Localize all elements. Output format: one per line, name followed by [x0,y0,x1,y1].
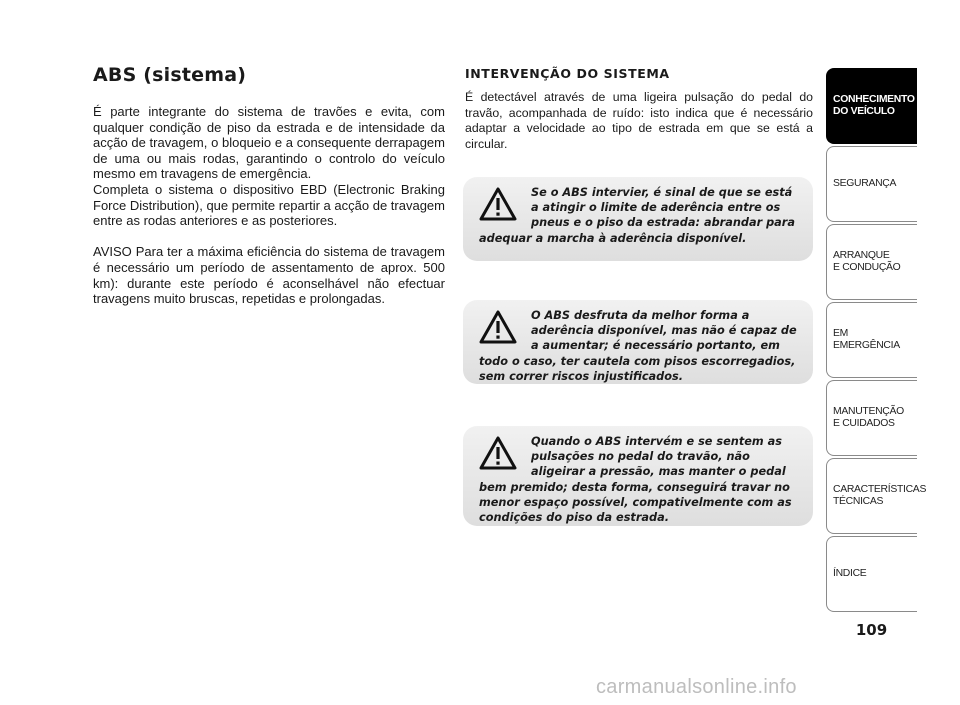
subsection-title: INTERVENÇÃO DO SISTEMA [465,66,670,81]
tab-arranque-e-conducao[interactable] [826,224,917,300]
tab-manutencao-e-cuidados[interactable] [826,380,917,456]
left-column [93,104,445,307]
warning-triangle-icon [479,436,517,470]
intro-paragraph: É detectável através de uma ligeira pulsação do pedal do travão, acompanhada de ruído: isto indica que é necessário adaptar a velocidade ao tipo de estrada em que se está a circular. [465,90,813,151]
tab-label: MANUTENÇÃO E CUIDADOS [833,405,904,429]
tab-label: CONHECIMENTO DO VEÍCULO [833,93,915,117]
warning-text-3: Quando o ABS intervém e se sentem as pulsações no pedal do travão, não aligeirar a pressão, mas manter o pedal bem premido; desta forma, conseguirá travar no menor espaço possível, compativelmente com as condições do piso da estrada. [479,435,792,525]
chapter-tabs [826,68,927,614]
warning-box-3 [463,426,813,526]
tab-indice[interactable] [826,536,917,612]
paragraph-3: AVISO Para ter a máxima eficiência do sistema de travagem é necessário um período de assentamento de aprox. 500 km): durante este período é aconselhável não efectuar travagens muito bruscas, repetidas e prolongadas. [93,244,445,307]
page-number: 109 [855,621,888,639]
warning-triangle-icon [479,310,517,344]
tab-label: CARACTERÍSTICAS TÉCNICAS [833,483,927,507]
tab-seguranca[interactable] [826,146,917,222]
tab-label: EM EMERGÊNCIA [833,327,900,351]
tab-label: ARRANQUE E CONDUÇÃO [833,249,901,273]
warning-text-2: O ABS desfruta da melhor forma a aderência disponível, mas não é capaz de a aumentar; é necessário portanto, em todo o caso, ter cautela com pisos escorregadios, sem correr riscos injustificados. [479,309,797,383]
paragraph-2: Completa o sistema o dispositivo EBD (Electronic Braking Force Distribution), que permite repartir a acção de travagem entre as rodas anteriores e as posteriores. [93,181,445,229]
section-title: ABS (sistema) [93,64,247,86]
paragraph-1: É parte integrante do sistema de travões e evita, com qualquer condição de piso da estrada e de intensidade da acção de travagem, o bloqueio e a consequente derrapagem de uma ou mais rodas, garantindo o controlo do veículo mesmo em travagens de emergência. [93,104,445,182]
warning-box-1 [463,177,813,261]
tab-conhecimento-do-veiculo[interactable] [826,68,917,144]
warning-box-2 [463,300,813,384]
warning-triangle-icon [479,187,517,221]
warning-text-1: Se o ABS intervier, é sinal de que se está a atingir o limite de aderência entre os pneus e o piso da estrada: abrandar para adequar a marcha à aderência disponível. [479,186,796,245]
tab-caracteristicas-tecnicas[interactable] [826,458,927,534]
watermark: carmanualsonline.info [596,676,797,698]
tab-label: SEGURANÇA [833,177,897,189]
tab-em-emergencia[interactable] [826,302,917,378]
tab-label: ÍNDICE [833,567,867,579]
